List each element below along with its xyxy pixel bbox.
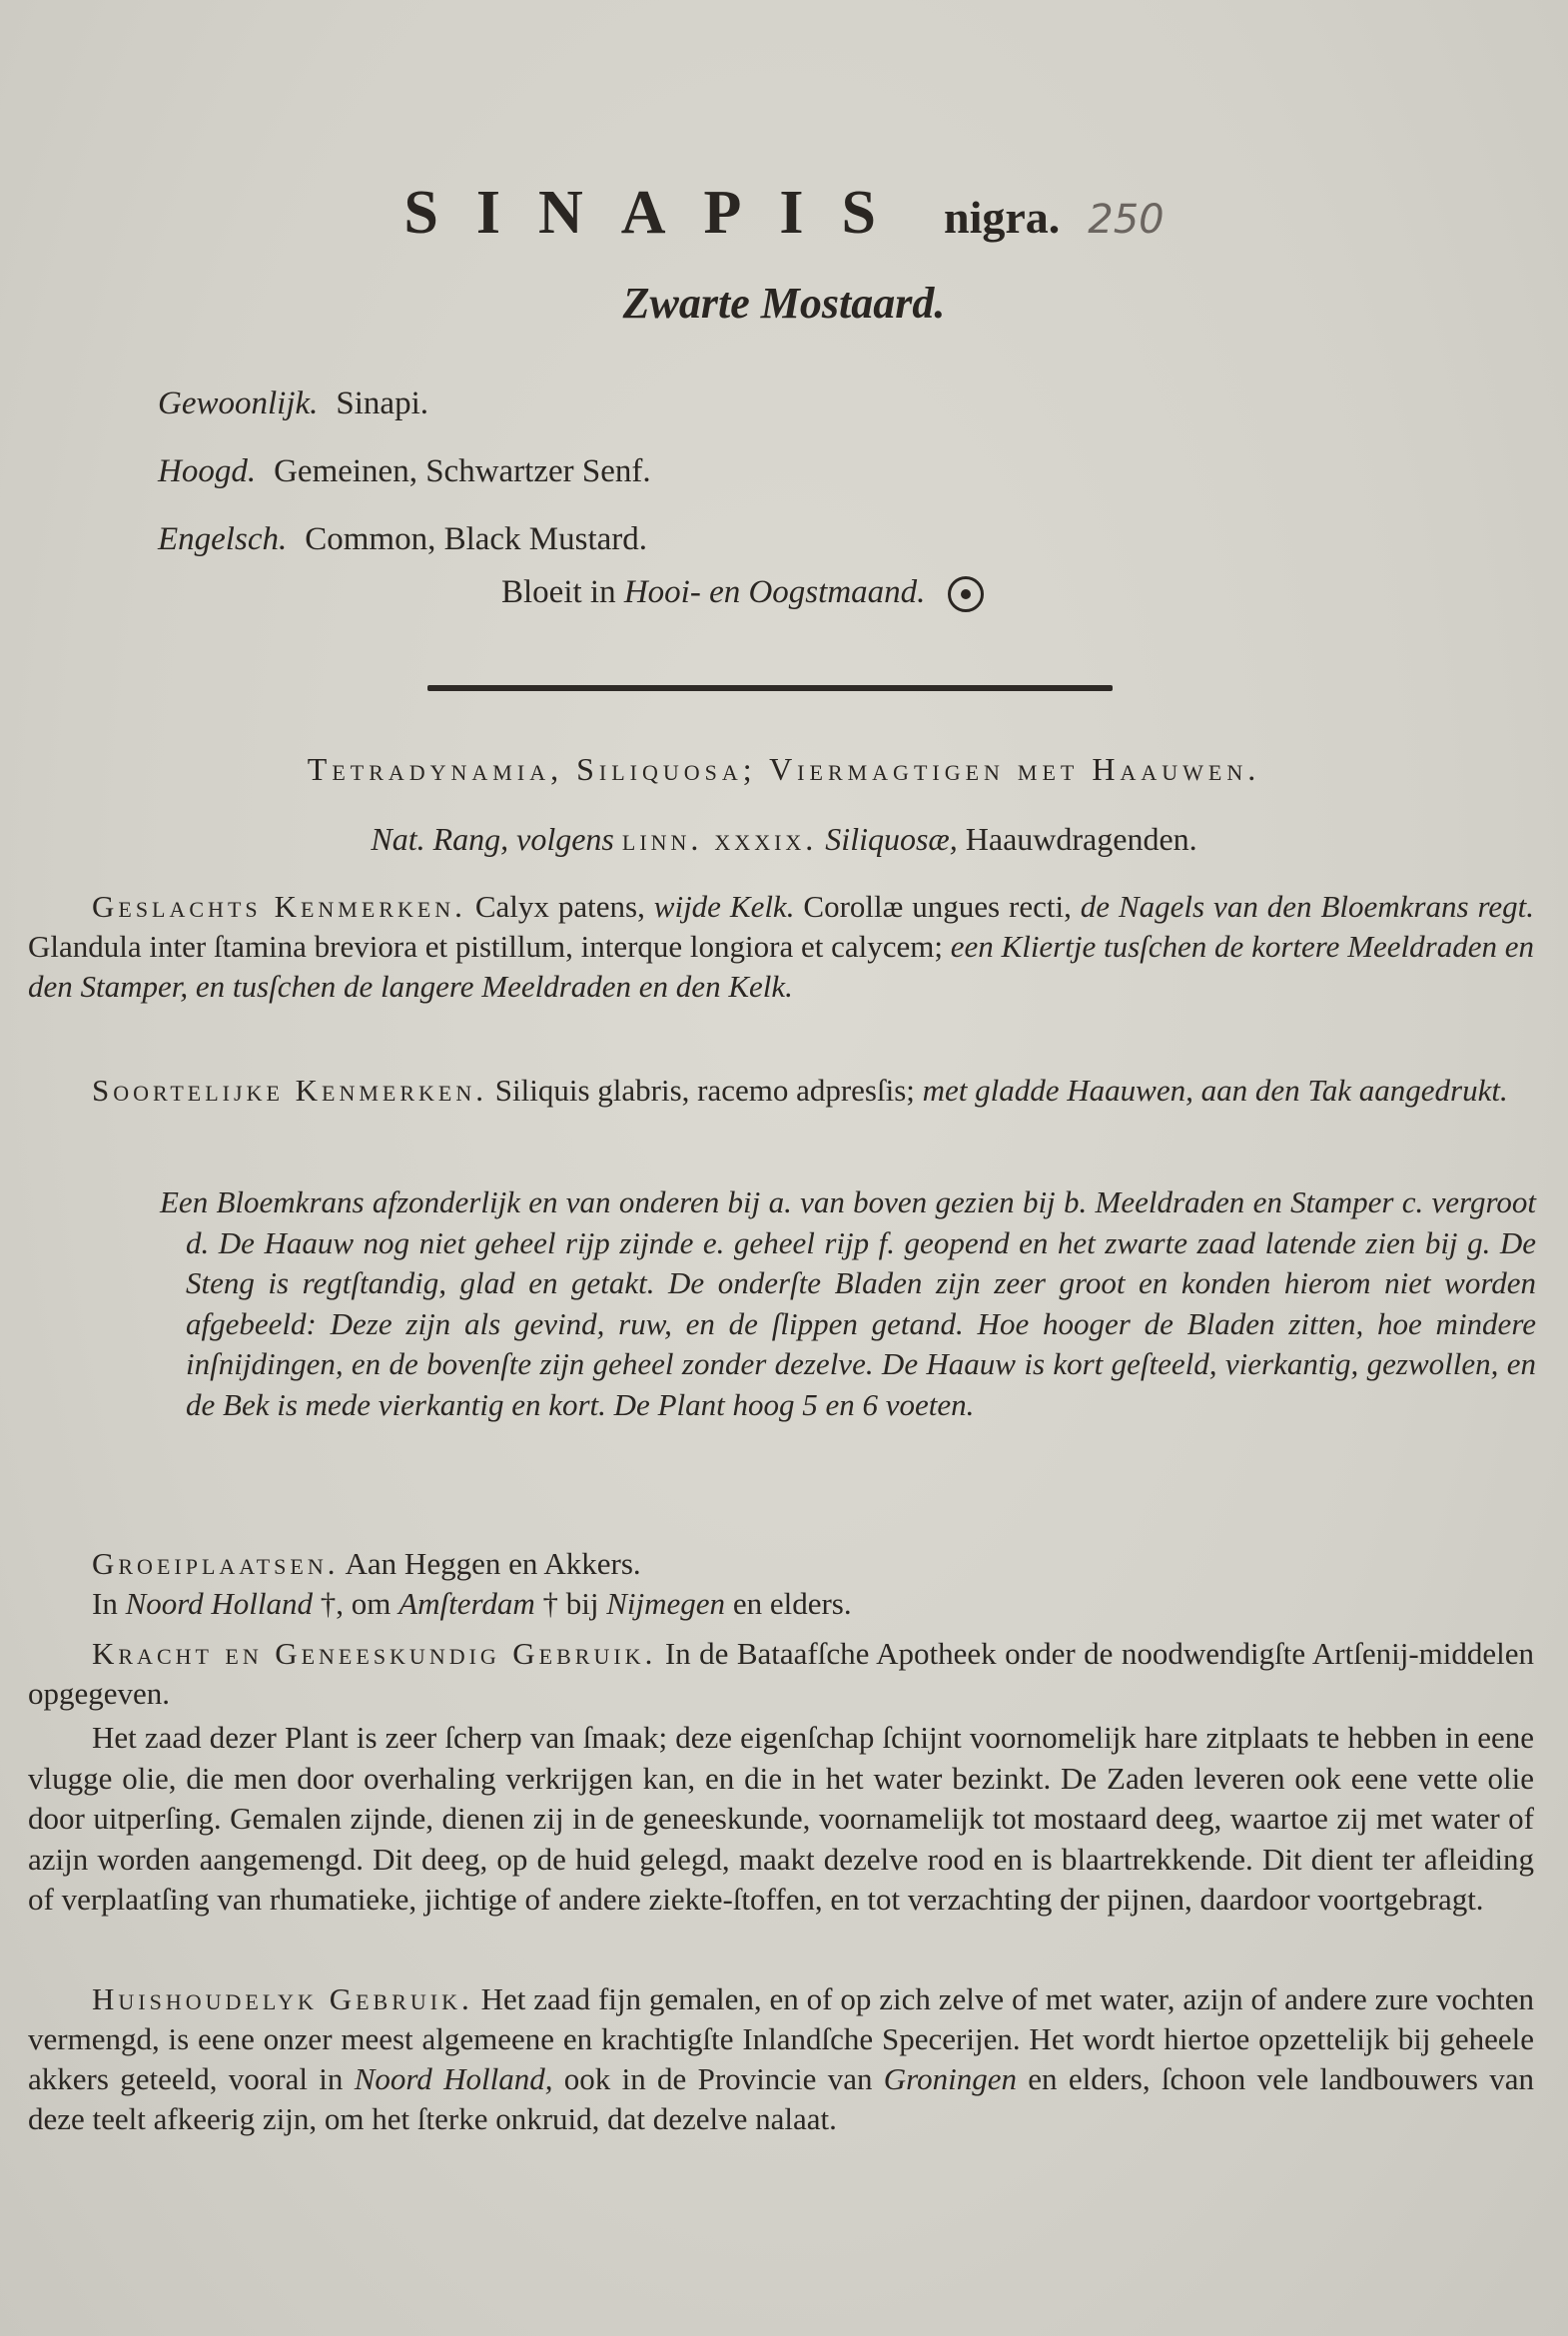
classification-line: Tetradynamia, Siliquosa; Viermagtigen met Haauwen. [307,751,1261,787]
language-label: Gewoonlijk. [158,386,319,421]
vernacular-row [158,437,651,505]
place-name: Amſterdam [398,1586,535,1621]
section-heading: Soortelijke Kenmerken. [92,1073,487,1108]
dutch-text: met gladde Haauwen, aan den Tak aangedrukt. [922,1073,1508,1108]
language-label: Hoogd. [158,453,257,489]
place-name: Groningen [883,2061,1017,2096]
common-name-title: Zwarte Mostaard. [622,279,946,328]
annual-plant-symbol-icon [948,576,984,612]
language-label: Engelsch. [158,521,288,557]
text: In [92,1586,118,1621]
vernacular-row [158,370,651,437]
text: en elders. [732,1586,852,1621]
place-name: Noord Holland, [354,2061,553,2096]
species-epithet: nigra. [944,192,1061,243]
groeiplaatsen-line-2 [92,1584,1534,1624]
latin-text: Corollæ ungues recti, [803,889,1072,924]
body-text: ook in de Provincie van [563,2061,873,2096]
body-text: en elders, ſchoon vele landbouwers van deze teelt afkeerig zijn, om het ſterke onkruid, dat dezelve nalaat. [28,2061,1535,2136]
soortelijke-kenmerken-paragraph [28,1071,1534,1111]
intro-text: In de Bataafſche Apotheek onder de noodwendigſte Artſenij-middelen opgegeven. [28,1636,1535,1711]
section-heading: Kracht en Geneeskundig Gebruik. [92,1636,657,1671]
flowering-months: Hooi- en Oogstmaand. [623,574,926,610]
section-heading: Geslachts Kenmerken. [92,889,466,924]
groeiplaatsen-line-1 [92,1544,1534,1584]
dutch-text: wijde Kelk. [653,889,795,924]
handwritten-number: 250 [1088,197,1165,243]
dutch-text: een Kliertje tusſchen de kortere Meeldraden en den Stamper, en tusſchen de langere Meeldraden en den Kelk. [28,929,1534,1004]
latin-text: Glandula inter ſtamina breviora et pistillum, interque longiora et calycem; [28,929,943,964]
dutch-text: de Nagels van den Bloemkrans regt. [1080,889,1535,924]
section-heading: Groeiplaatsen. [92,1546,340,1581]
natural-rank-label: Nat. Rang, volgens [371,821,614,857]
place-name: Nijmegen [606,1586,726,1621]
groeiplaatsen-paragraph [92,1544,1534,1624]
natural-order-dutch: Haauwdragenden. [965,821,1197,857]
natural-rank-line [0,821,1568,858]
latin-text: Siliquis glabris, racemo adpresſis; [494,1073,915,1108]
vernacular-name: Sinapi. [336,386,428,421]
vernacular-names [158,370,651,573]
genus-title: SINAPIS [403,179,914,247]
text: † bij [542,1586,599,1621]
body-text: Het zaad fijn gemalen, en of op zich zelve of met water, azijn of andere zure vochten vermengd, is eene onzer meest algemeene en krachtigſte Inlandſche Specerijen. Het wordt hiertoe opzettelijk bij geheele akkers geteeld, vooral in [28,1981,1534,2096]
habitat-text: Aan Heggen en Akkers. [345,1546,641,1581]
kracht-paragraph [28,1634,1534,1714]
linnaeus-ref: linn. xxxix. [621,821,818,857]
kracht-body-paragraph: Het zaad dezer Plant is zeer ſcherp van ſmaak; deze eigenſchap ſchijnt voornomelijk hare zitplaats te hebben in eene vlugge olie, die men door overhaling verkrijgen kan, en die in het water bezinkt. De Zaden leveren ook eene vette olie door uitperſing. Gemalen zijnde, dienen zij in de geneeskunde, voornamelijk tot mostaard deeg, waartoe zij met water of azijn worden aangemengd. Dit deeg, op de huid gelegd, maakt dezelve rood en is blaartrekkende. Dit dient ter afleiding of verplaatſing van rhumatieke, jichtige of andere ziekte-ſtoffen, en tot verzachting der pijnen, daardoor voortgebragt. [28,1720,1534,1917]
place-name: Noord Holland [125,1586,314,1621]
divider-rule [427,685,1113,691]
plate-description: Een Bloemkrans afzonderlijk en van onderen bij a. van boven gezien bij b. Meeldraden en Stamper c. vergroot d. De Haauw nog niet geheel rijp zijnde e. geheel rijp f. geopend en het zwarte zaad latende zien bij g. De Steng is regtſtandig, glad en getakt. De onderſte Bladen zijn zeer groot en konden hierom niet worden afgebeeld: Deze zijn als gevind, ruw, en de ſlippen getand. Hoe hooger de Bladen zitten, hoe mindere inſnijdingen, en de bovenſte zijn geheel zonder dezelve. De Haauw is kort geſteeld, vierkantig, gezwollen, en de Bek is mede vierkantig en kort. De Plant hoog 5 en 6 voeten. [160,1184,1536,1422]
vernacular-row [158,505,651,573]
text: †, om [320,1586,392,1621]
flowering-prefix: Bloeit in [501,574,616,610]
section-heading: Huishoudelyk Gebruik. [92,1981,473,2016]
huishoudelyk-paragraph [28,1979,1534,2139]
title [0,178,1568,249]
natural-order: Siliquosæ, [825,821,958,857]
vernacular-name: Gemeinen, Schwartzer Senf. [274,453,651,489]
flowering-line [501,574,984,612]
vernacular-name: Common, Black Mustard. [305,521,648,557]
geslachts-kenmerken-paragraph [28,887,1534,1007]
latin-text: Calyx patens, [474,889,645,924]
